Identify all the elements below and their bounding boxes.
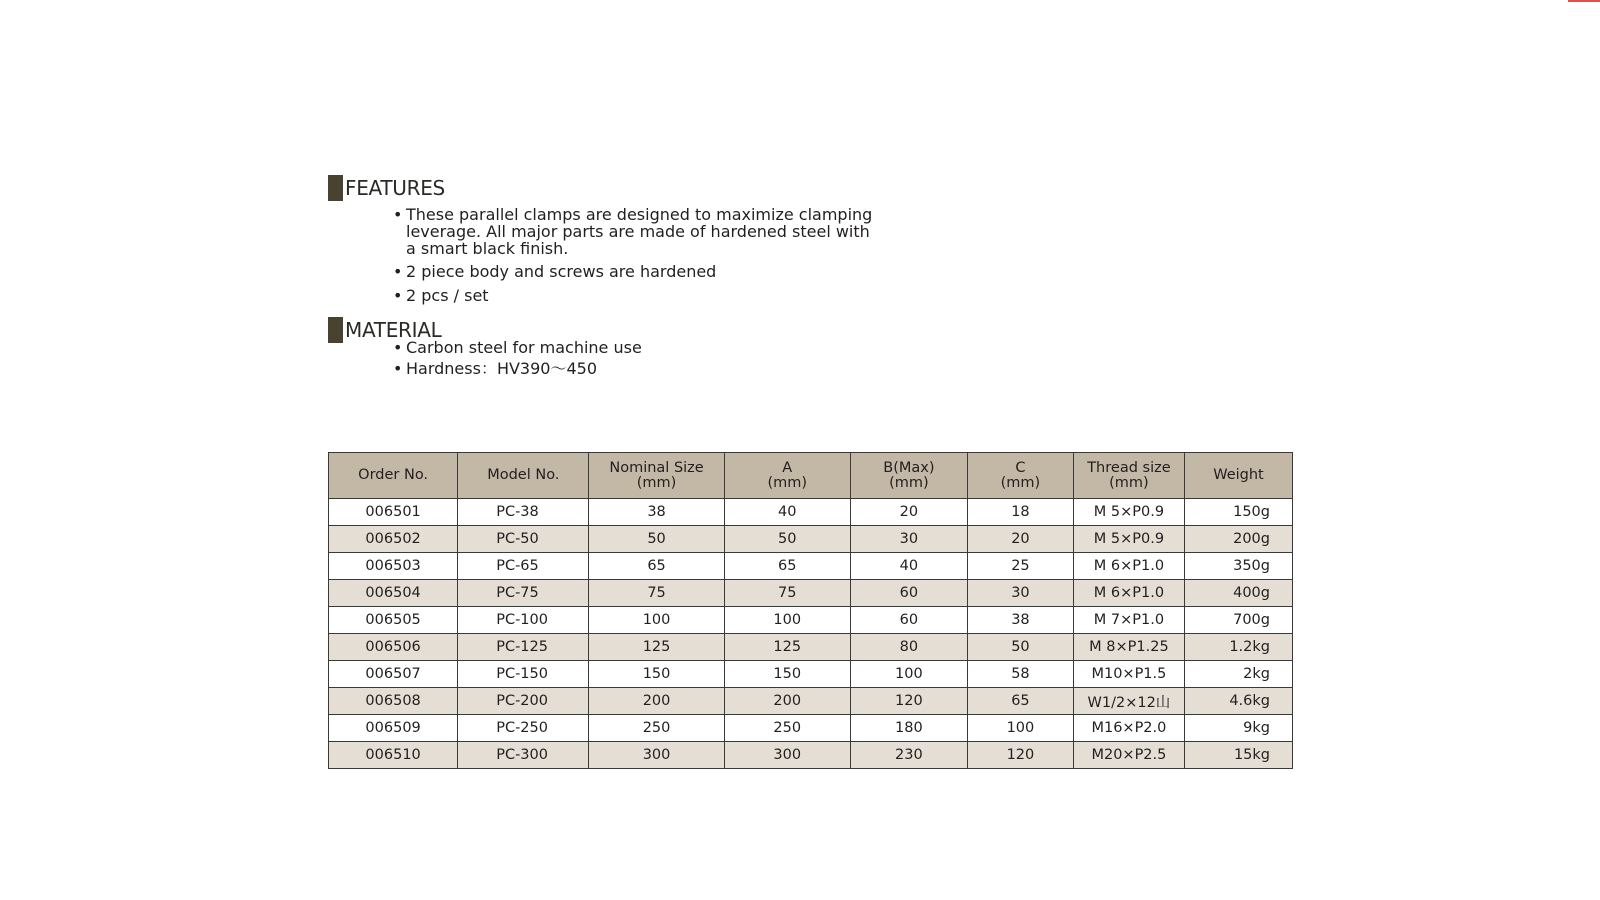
order-no-cell: 006506 (329, 634, 458, 661)
header-a: A (mm) (724, 453, 850, 499)
thread-size-cell: M 5×P0.9 (1073, 499, 1184, 526)
nominal-size-cell: 75 (589, 580, 724, 607)
model-no-cell: PC-38 (458, 499, 589, 526)
header-c: C (mm) (967, 453, 1073, 499)
model-no-cell: PC-150 (458, 661, 589, 688)
features-heading-text: FEATURES (345, 176, 445, 200)
order-no-cell: 006502 (329, 526, 458, 553)
b-max-cell: 20 (850, 499, 967, 526)
a-cell: 200 (724, 688, 850, 715)
order-no-cell: 006510 (329, 742, 458, 769)
order-no-cell: 006509 (329, 715, 458, 742)
a-cell: 150 (724, 661, 850, 688)
nominal-size-cell: 300 (589, 742, 724, 769)
material-list (393, 339, 642, 381)
a-cell: 250 (724, 715, 850, 742)
order-no-cell: 006508 (329, 688, 458, 715)
b-max-cell: 40 (850, 553, 967, 580)
weight-cell: 9kg (1184, 715, 1292, 742)
thread-size-cell: M 7×P1.0 (1073, 607, 1184, 634)
c-cell: 50 (967, 634, 1073, 661)
feature-item: • 2 pcs / set (393, 287, 883, 304)
thread-size-cell: M 5×P0.9 (1073, 526, 1184, 553)
features-list (393, 206, 883, 311)
header-model-no: Model No. (458, 453, 589, 499)
nominal-size-cell: 200 (589, 688, 724, 715)
a-cell: 100 (724, 607, 850, 634)
header-order-no: Order No. (329, 453, 458, 499)
heading-marker (328, 317, 343, 343)
header-weight: Weight (1184, 453, 1292, 499)
c-cell: 65 (967, 688, 1073, 715)
material-item: • Carbon steel for machine use (393, 339, 642, 356)
order-no-cell: 006501 (329, 499, 458, 526)
weight-cell: 700g (1184, 607, 1292, 634)
model-no-cell: PC-75 (458, 580, 589, 607)
table-row (329, 634, 1293, 661)
header-b-max: B(Max) (mm) (850, 453, 967, 499)
material-heading-text: MATERIAL (345, 318, 442, 342)
model-no-cell: PC-100 (458, 607, 589, 634)
c-cell: 58 (967, 661, 1073, 688)
order-no-cell: 006504 (329, 580, 458, 607)
table-header-row (329, 453, 1293, 499)
b-max-cell: 30 (850, 526, 967, 553)
a-cell: 65 (724, 553, 850, 580)
thread-size-cell: M10×P1.5 (1073, 661, 1184, 688)
table-body (329, 499, 1293, 769)
model-no-cell: PC-200 (458, 688, 589, 715)
b-max-cell: 60 (850, 607, 967, 634)
table-row (329, 580, 1293, 607)
table-row (329, 499, 1293, 526)
nominal-size-cell: 38 (589, 499, 724, 526)
table-row (329, 715, 1293, 742)
nominal-size-cell: 100 (589, 607, 724, 634)
c-cell: 100 (967, 715, 1073, 742)
heading-marker (328, 175, 343, 201)
model-no-cell: PC-125 (458, 634, 589, 661)
feature-item: • 2 piece body and screws are hardened (393, 263, 883, 280)
table-row (329, 526, 1293, 553)
nominal-size-cell: 50 (589, 526, 724, 553)
c-cell: 38 (967, 607, 1073, 634)
order-no-cell: 006505 (329, 607, 458, 634)
c-cell: 120 (967, 742, 1073, 769)
order-no-cell: 006503 (329, 553, 458, 580)
weight-cell: 400g (1184, 580, 1292, 607)
a-cell: 50 (724, 526, 850, 553)
weight-cell: 150g (1184, 499, 1292, 526)
model-no-cell: PC-250 (458, 715, 589, 742)
thread-size-cell: M 6×P1.0 (1073, 553, 1184, 580)
b-max-cell: 230 (850, 742, 967, 769)
weight-cell: 200g (1184, 526, 1292, 553)
a-cell: 75 (724, 580, 850, 607)
a-cell: 40 (724, 499, 850, 526)
feature-item: • These parallel clamps are designed to maximize clamping leverage. All major parts are made of hardened steel with a smart black finish. (393, 206, 883, 257)
c-cell: 20 (967, 526, 1073, 553)
weight-cell: 1.2kg (1184, 634, 1292, 661)
order-no-cell: 006507 (329, 661, 458, 688)
c-cell: 25 (967, 553, 1073, 580)
model-no-cell: PC-65 (458, 553, 589, 580)
c-cell: 30 (967, 580, 1073, 607)
features-heading (328, 175, 445, 201)
b-max-cell: 80 (850, 634, 967, 661)
table-row (329, 607, 1293, 634)
thread-size-cell: M 6×P1.0 (1073, 580, 1184, 607)
table-row (329, 661, 1293, 688)
table-row (329, 742, 1293, 769)
table-row (329, 688, 1293, 715)
b-max-cell: 60 (850, 580, 967, 607)
b-max-cell: 100 (850, 661, 967, 688)
weight-cell: 4.6kg (1184, 688, 1292, 715)
weight-cell: 2kg (1184, 661, 1292, 688)
header-nominal-size: Nominal Size (mm) (589, 453, 724, 499)
weight-cell: 350g (1184, 553, 1292, 580)
spec-table (328, 452, 1293, 769)
header-thread-size: Thread size (mm) (1073, 453, 1184, 499)
material-item: • Hardness：HV390～450 (393, 360, 642, 377)
thread-size-cell: M 8×P1.25 (1073, 634, 1184, 661)
model-no-cell: PC-50 (458, 526, 589, 553)
b-max-cell: 120 (850, 688, 967, 715)
corner-accent (1568, 0, 1600, 2)
a-cell: 300 (724, 742, 850, 769)
weight-cell: 15kg (1184, 742, 1292, 769)
thread-size-cell: M16×P2.0 (1073, 715, 1184, 742)
nominal-size-cell: 250 (589, 715, 724, 742)
model-no-cell: PC-300 (458, 742, 589, 769)
thread-size-cell: W1/2×12山 (1073, 688, 1184, 715)
nominal-size-cell: 150 (589, 661, 724, 688)
thread-size-cell: M20×P2.5 (1073, 742, 1184, 769)
c-cell: 18 (967, 499, 1073, 526)
a-cell: 125 (724, 634, 850, 661)
nominal-size-cell: 65 (589, 553, 724, 580)
table-row (329, 553, 1293, 580)
nominal-size-cell: 125 (589, 634, 724, 661)
b-max-cell: 180 (850, 715, 967, 742)
